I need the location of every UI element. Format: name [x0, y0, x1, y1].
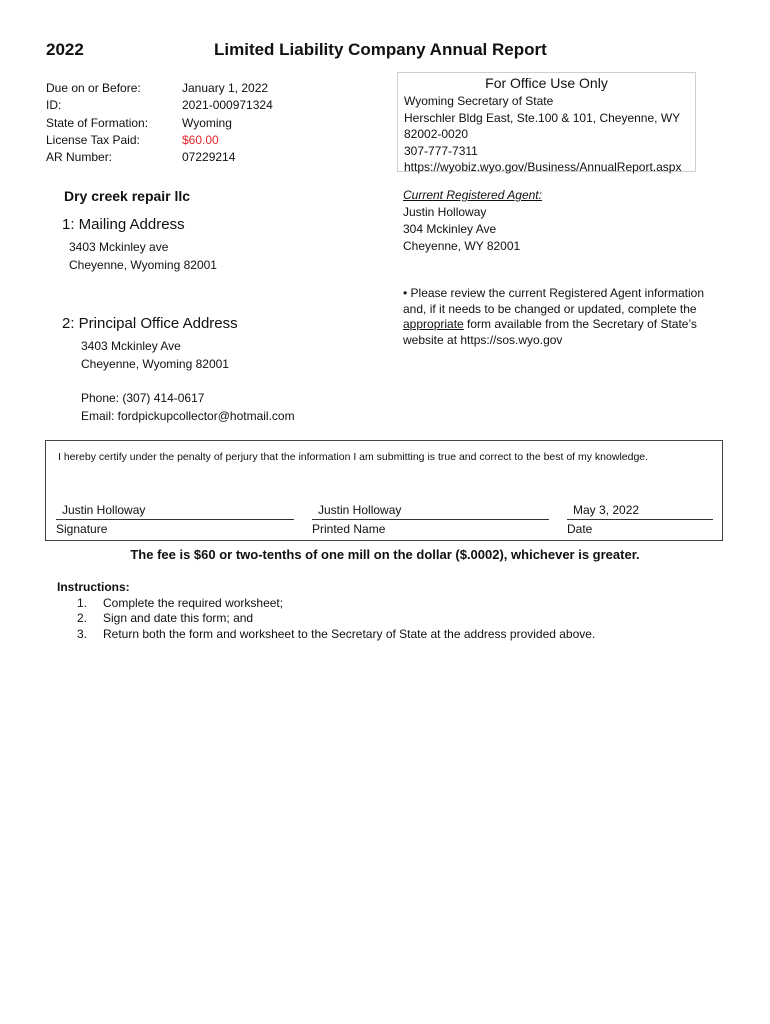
info-label: Due on or Before:: [46, 81, 141, 95]
info-row-due: [46, 80, 273, 97]
list-item-number: 2.: [77, 611, 88, 625]
date-field[interactable]: [567, 503, 713, 536]
principal-line2: Cheyenne, Wyoming 82001: [81, 357, 229, 371]
list-item-number: 1.: [77, 595, 88, 610]
fee-statement: The fee is $60 or two-tenths of one mill on the dollar ($.0002), whichever is greater.: [130, 547, 640, 562]
agent-line1: 304 Mckinley Ave: [403, 222, 497, 236]
printed-name-field[interactable]: [312, 503, 549, 536]
info-value: 2021-000971324: [182, 98, 273, 113]
certification-box: [45, 440, 723, 541]
office-line: Wyoming Secretary of State: [404, 94, 554, 108]
list-item-text: Complete the required worksheet;: [103, 595, 284, 610]
info-row-id: [46, 97, 273, 114]
note-text-before: • Please review the current Registered Agent information and, if it needs to be changed or updated, complete the: [403, 286, 705, 316]
info-value: January 1, 2022: [182, 81, 269, 95]
appropriate-form-link[interactable]: appropriate: [403, 317, 464, 332]
list-item: [57, 611, 595, 627]
list-item: [57, 596, 595, 612]
instructions-heading: Instructions:: [57, 580, 130, 594]
principal-line1: 3403 Mckinley Ave: [81, 339, 181, 353]
office-url: https://wyobiz.wyo.gov/Business/AnnualReport.aspx: [404, 160, 682, 174]
list-item-text: Sign and date this form; and: [103, 611, 254, 625]
signature-label: Signature: [56, 522, 108, 536]
printed-name-label: Printed Name: [312, 522, 386, 536]
info-label: ID:: [46, 98, 62, 113]
list-item-number: 3.: [77, 626, 88, 641]
info-value: Wyoming: [182, 115, 232, 130]
date-value: May 3, 2022: [567, 503, 713, 520]
signature-value: Justin Holloway: [56, 503, 294, 520]
agent-name: Justin Holloway: [403, 205, 487, 219]
mailing-address-title: 1: Mailing Address: [62, 216, 185, 233]
agent-line2: Cheyenne, WY 82001: [403, 239, 521, 253]
agent-heading: Current Registered Agent:: [403, 188, 542, 202]
info-row-tax: [46, 132, 273, 149]
principal-address-title: 2: Principal Office Address: [62, 315, 238, 332]
info-label: State of Formation:: [46, 115, 149, 130]
info-label: AR Number:: [46, 150, 113, 165]
signature-field[interactable]: [56, 503, 294, 536]
principal-address: [81, 337, 229, 373]
note-text-after: form available from the Secretary of State’s website at https://sos.wyo.gov: [403, 317, 697, 348]
info-value: 07229214: [182, 150, 236, 165]
filing-info: [46, 80, 273, 166]
certification-statement: I hereby certify under the penalty of perjury that the information I am submitting is true and correct to the best of my knowledge.: [58, 451, 649, 463]
date-label: Date: [567, 522, 593, 536]
instructions: [57, 580, 595, 642]
office-use-heading: For Office Use Only: [485, 75, 608, 91]
info-row-ar: [46, 149, 273, 166]
printed-name-value: Justin Holloway: [312, 503, 549, 520]
mailing-address: [69, 238, 217, 274]
info-row-state: [46, 115, 273, 132]
info-label: License Tax Paid:: [46, 132, 140, 147]
mailing-line1: 3403 Mckinley ave: [69, 240, 169, 254]
office-use-box: [397, 72, 696, 172]
registered-agent: [403, 187, 542, 255]
office-line: Herschler Bldg East, Ste.100 & 101, Cheyenne, WY 82002-0020: [404, 110, 680, 141]
phone: Phone: (307) 414-0617: [81, 391, 205, 405]
company-name: Dry creek repair llc: [64, 188, 191, 204]
agent-review-note: [403, 286, 713, 349]
email: Email: fordpickupcollector@hotmail.com: [81, 409, 295, 423]
page-title: Limited Liability Company Annual Report: [214, 40, 547, 59]
office-line: 307-777-7311: [404, 143, 478, 158]
tax-paid-value: $60.00: [182, 132, 219, 147]
list-item: [57, 627, 595, 643]
report-year: 2022: [46, 40, 84, 59]
list-item-text: Return both the form and worksheet to the Secretary of State at the address provided above.: [103, 626, 596, 641]
contact-info: [81, 389, 295, 425]
mailing-line2: Cheyenne, Wyoming 82001: [69, 258, 217, 272]
